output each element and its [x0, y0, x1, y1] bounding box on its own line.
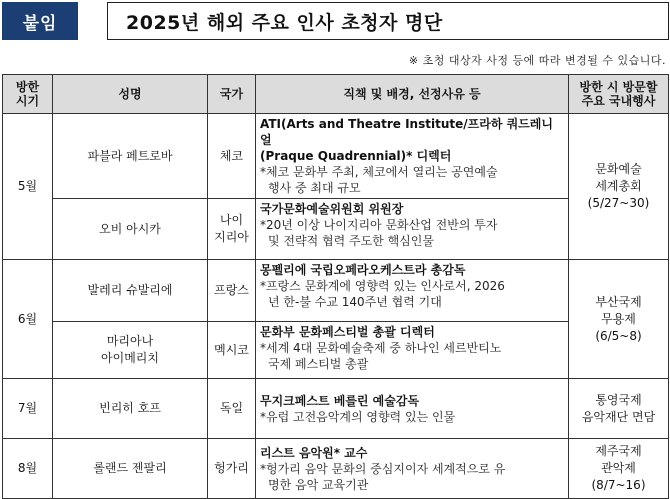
country-line: 체코: [219, 148, 244, 163]
table-row: [3, 260, 669, 322]
header-country: 국가: [208, 75, 256, 114]
name-cell: [53, 322, 208, 379]
event-line: (5/27~30): [587, 196, 650, 210]
header-period: [3, 75, 53, 114]
role-desc-line: *20년 이상 나이지리아 문화산업 전반의 투자: [260, 218, 498, 232]
role-desc-line: 및 전략적 협력 주도한 핵심인물: [268, 234, 434, 248]
invitee-table: [2, 74, 669, 499]
role-cell: [256, 322, 569, 379]
name-cell: [53, 379, 208, 439]
role-title-line: 리스트 음악원* 교수: [260, 445, 368, 460]
event-line: 무용제: [601, 311, 636, 326]
header: [2, 2, 667, 40]
name-cell: [53, 114, 208, 199]
header-period-line: 시기: [15, 94, 40, 108]
name-line: 오비 아시카: [99, 221, 161, 236]
event-cell: [569, 114, 669, 260]
role-desc-line: *체코 문화부 주최, 체코에서 열리는 공연예술: [260, 165, 498, 179]
country-cell: [208, 322, 256, 379]
header-period-line: 방한: [15, 80, 40, 94]
role-desc-line: 명한 음악 교육기관: [268, 477, 369, 492]
role-title-line: ATI(Arts and Theatre Institute/프라하 쿼드레니얼: [260, 117, 553, 147]
table-row: [3, 439, 669, 499]
event-line: 음악재단 면담: [581, 409, 656, 424]
country-line: 헝가리: [214, 461, 249, 475]
role-desc-line: *프랑스 문화계에 영향력 있는 인사로서, 2026: [260, 279, 505, 293]
event-cell: [569, 379, 669, 439]
role-title-line: 문화부 문화페스티벌 총괄 디렉터: [260, 325, 435, 339]
country-cell: [208, 379, 256, 439]
notice-text: ※ 초청 대상자 사정 등에 따라 변경될 수 있습니다.: [408, 54, 666, 67]
event-cell: [569, 439, 669, 499]
event-line: (8/7~16): [591, 478, 646, 492]
role-desc-line: *헝가리 음악 문화의 중심지이자 세계적으로 유: [260, 461, 506, 476]
country-cell: [208, 260, 256, 322]
role-cell: [256, 260, 569, 322]
month-cell: 6월: [3, 260, 53, 379]
event-line: 문화예술: [595, 162, 642, 176]
country-line: 프랑스: [214, 283, 249, 297]
role-desc-line: 년 한-불 수교 140주년 협력 기대: [268, 295, 442, 309]
name-line: 롤랜드 젠팔리: [93, 461, 167, 475]
name-line: 파블라 페트로바: [87, 148, 173, 163]
role-title-line: 무지크페스트 베를린 예술감독: [260, 393, 420, 408]
country-line: 독일: [219, 401, 244, 415]
role-desc-line: *유럽 고전음악계의 영향력 있는 인물: [260, 409, 456, 424]
event-line: (6/5~8): [595, 328, 642, 343]
table-row: [3, 114, 669, 199]
attachment-badge: 붙임: [2, 2, 78, 40]
name-cell: [53, 199, 208, 260]
event-cell: [569, 260, 669, 379]
title-box: [107, 2, 669, 40]
role-desc-line: *세계 4대 문화예술축제 중 하나인 세르반티노: [260, 341, 502, 355]
page-title: 2025년 해외 주요 인사 초청자 명단: [126, 11, 443, 34]
name-line: 마리아나: [106, 334, 154, 348]
country-line: 지리아: [214, 230, 249, 244]
country-line: 멕시코: [214, 342, 249, 357]
header-event: [569, 75, 669, 114]
role-desc-line: 행사 중 최대 규모: [268, 181, 361, 195]
role-cell: [256, 199, 569, 260]
month-cell: 8월: [3, 439, 53, 499]
role-desc-line: 국제 페스티벌 총괄: [268, 357, 369, 371]
header-event-line: 방한 시 방문할: [579, 80, 658, 94]
role-cell: [256, 114, 569, 199]
country-cell: [208, 199, 256, 260]
name-cell: [53, 260, 208, 322]
table-row: [3, 379, 669, 439]
country-line: 나이: [219, 213, 244, 227]
role-cell: [256, 439, 569, 499]
role-title-line: 몽펠리에 국립오페라오케스트라 총감독: [260, 263, 466, 277]
name-line: 빈리히 호프: [99, 401, 161, 415]
role-title-line: 국가문화예술위원회 위원장: [260, 202, 404, 216]
country-cell: [208, 114, 256, 199]
table-header-row: [3, 75, 669, 114]
header-event-line: 주요 국내행사: [581, 94, 656, 108]
event-line: 제주국제: [595, 444, 642, 458]
name-line: 발레리 슈발리에: [87, 283, 173, 297]
header-role: 직책 및 배경, 선정사유 등: [256, 75, 569, 114]
name-line: 아이메리치: [101, 351, 159, 365]
name-cell: [53, 439, 208, 499]
event-line: 부산국제: [595, 294, 642, 309]
role-title-line: (Praque Quadrennial)* 디렉터: [260, 149, 452, 163]
country-cell: [208, 439, 256, 499]
month-cell: 5월: [3, 114, 53, 260]
header-name: 성명: [53, 75, 208, 114]
role-cell: [256, 379, 569, 439]
event-line: 관악제: [601, 461, 636, 475]
month-cell: 7월: [3, 379, 53, 439]
event-line: 통영국제: [595, 392, 642, 407]
event-line: 세계총회: [595, 179, 642, 193]
